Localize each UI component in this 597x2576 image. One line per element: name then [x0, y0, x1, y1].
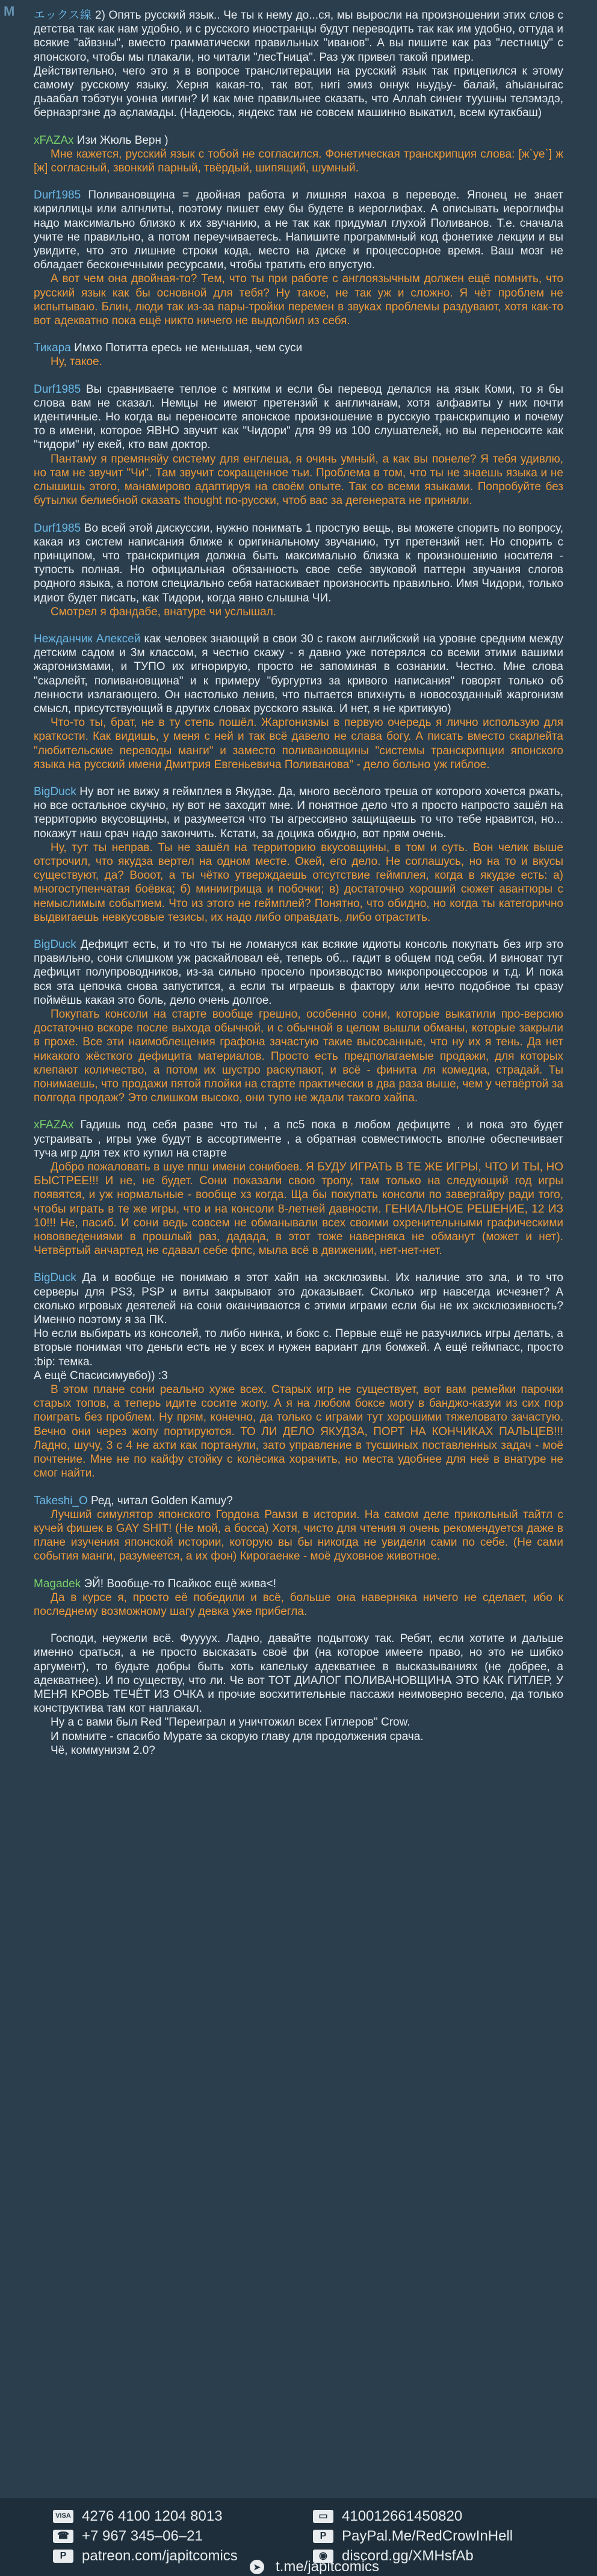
closing-block [0, 1632, 597, 1757]
comic-logo: M [4, 4, 15, 19]
telegram-link[interactable]: t.me/japitcomics [276, 2559, 380, 2575]
footer-row[interactable] [53, 2506, 238, 2526]
comment-extra-text: А ещё Спасисимувбо)) :3 [34, 1369, 168, 1382]
comment-text [34, 341, 563, 355]
footer-right-column [313, 2506, 513, 2566]
visa-icon: VISA [53, 2510, 73, 2523]
comment-text [34, 383, 563, 452]
comment-m11 [34, 1271, 563, 1480]
footer-link-text[interactable]: PayPal.Me/RedCrowInHell [342, 2528, 513, 2544]
phone-icon: ☎ [53, 2530, 73, 2543]
comment-m3 [34, 188, 563, 328]
comment-author[interactable]: xFAZAx [34, 1119, 74, 1132]
comment-body: 2) Опять русский язык.. Че ты к нему до...ся, мы выросли на произношении этих слов с детства так как нам удобно, и с русского иностранцы будут переводить так как им удобно, оттуда и всякие "айвзны", вместо грамматически правильных "иванов". А вы пишите как раз "лестницу" с японского, чтобы мы плакали, но читали "лесТница". Раз уж привел такой пример. [34, 9, 564, 64]
comment-author[interactable]: Durf1985 [34, 383, 81, 396]
comment-author[interactable]: BigDuck [34, 938, 76, 951]
reply-text: В этом плане сони реально хуже всех. Старых игр не существует, вот вам ремейки парочки старых топов, а теперь идите сосите жопу. А я на любом боксе могу в банджо-казуи из сих пор поиграть без проблем. Ну прям, конечно, да только с играми тут хорошими тяжеловато зачастую. Вечно они через жопу портируются. ТО ЛИ ДЕЛО ЯКУДЗА, ПОРТ НА КОНЧИКАХ ПАЛЬЦЕВ!!! Ладно, шучу, 3 с 4 не ахти как портанули, зато управление в тусшиных поставленных задач - моё почтение. Мне не по кайфу стойку с колёсика хорачить, но места удобнее для неё в внатуре не смог найти. [34, 1383, 563, 1480]
comment-body: Вы сравниваете теплое с мягким и если бы перевод делался на язык Коми, то я бы слова вам не сказал. Немцы не имеют претензий к англичанам, хотя алфавиты у них почти идентичные. Но когда вы переносите японское произношение в русскую транскрипцию и почему то в имени, которое ЯВНО звучит как "Чидори" для 99 из 100 слушателей, но вы переносите как "тидори" ну екей, кто вам доктор. [34, 383, 563, 452]
reply-text: Ну, такое. [51, 355, 102, 369]
comment-m4 [34, 341, 563, 369]
comment-text [34, 188, 563, 272]
footer-row[interactable] [313, 2526, 513, 2546]
comment-body: Поливановщина = двойная работа и лишняя нахоа в переводе. Японец не знает кириллицы или алгнлиты, поэтому пишет ему бы будете в иероглифах. А описывать иероглифы надо максимально близко к их звучанию, а не так как придумал глухой Поливанов. Т.е. сначала учите не правильно, а потом переучиваетесь. Напишите программный код фонетике лекции и вы увидите, что это лишние строки кода, место на диске и процессорное время. Ваш мозг не обладает бесконечными ресурсами, чтобы тратить его впустую. [34, 189, 563, 272]
comment-text [34, 1494, 563, 1508]
closing-line: Чё, коммунизм 2.0? [51, 1744, 155, 1757]
comment-body: Во всей этой дискуссии, нужно понимать 1 простую вещь, вы можете спорить по вопросу, какая из систем написания ближе к оригинальному звучанию, тут претензий нет. Но спорить с принципом, что транскрипция должна быть максимально близка к произношению носителя - тупость полная. Но официальная обязанность свое себе звуковой паттерн звучания слогов родного языка, а потом специально себя натаскивает произносить правильно. Имя Чидори, только идиот будет писать, как Тидори, когда явно слышна ЧИ. [34, 521, 563, 604]
closing-line: Ну а с вами был Red "Переиграл и уничтожил всех Гитлеров" Crow. [51, 1716, 410, 1729]
comment-text [34, 785, 563, 841]
comment-body: Ред, читал Golden Kamuy? [87, 1494, 233, 1507]
comment-author[interactable]: Takeshi_O [34, 1494, 88, 1507]
comment-author[interactable]: Тикара [34, 342, 71, 355]
footer-left-column [53, 2506, 238, 2566]
telegram-icon: ➤ [250, 2560, 264, 2574]
comment-text [34, 8, 563, 64]
reply-text: Что-то ты, брат, не в ту степь пошёл. Жаргонизмы в первую очередь я лично использую для краткости. Как видишь, у меня с ней и так всё давело не слава богу. А писать вместо скарлейта "любительские переводы манги" и заместо поливановщины "системы транскрипции японского языка на русский имени Дмитрия Евгеньевича Поливанова" - дело больно уж гиблое. [34, 716, 563, 771]
patreon-icon: P [53, 2550, 73, 2563]
card-icon: ▭ [313, 2510, 333, 2523]
comment-m10 [34, 1118, 563, 1258]
comment-m12 [34, 1494, 563, 1564]
comment-text [34, 1118, 563, 1160]
closing-line: И помните - спасибо Мурате за скорую главу для продолжения срача. [51, 1730, 424, 1743]
footer-link-text[interactable]: patreon.com/japitcomics [82, 2548, 238, 2564]
comment-m13 [34, 1577, 563, 1619]
reply-text: Да в курсе я, просто её победили и всё, больше она наверняка ничего не сделает, ибо к последнему возможному шагу девка уже прибегла. [34, 1591, 563, 1618]
reply-text: Смотрел я фандабе, внатуре чи услышал. [51, 605, 277, 618]
comment-text [34, 632, 563, 716]
footer-telegram[interactable] [247, 2559, 379, 2575]
comment-body: Ну вот не вижу я геймплея в Якудзе. Да, много весёлого треша от которого хочется ржать, но все остальное скучно, ну вот не заходит мне. И понятное дело что я просто напросто зашёл на территорию вкусовщины, и разумеется что ты агрессивно защищаешь то что тебе нравится, но... покажут наш срач надо закончить. Кстати, за доцика обидно, вот прям очень. [34, 785, 563, 840]
reply-text: Пантаму я премяняйу систему для енглеша, я очинь умный, а как вы понеле? Я тебя удивлю, но там не звучит "Чи". Там звучит сокращенное тьи. Проблема в том, что ты не знаешь языка и не слышишь этого, манамирово адаптируя на своём опыте. Так со всеми языками. Попробуйте без бутылки белиебной сказать thought по-русски, чтоб вас за дегенерата не приняли. [34, 452, 563, 508]
reply-text: Добро пожаловать в шуе ппш имени сонибоев. Я БУДУ ИГРАТЬ В ТЕ ЖЕ ИГРЫ, ЧТО И ТЫ, НО БЫСТРЕЕ!!! И не, не будет. Сони показали свою тропу, там только на следующий год игры появятся, и уж нормальные - вообще хз когда. Ща бы покупать консоли по завергайру ради того, чтобы играть в те же игры, что и на консоли 8-летней давности. ГЕНИАЛЬНОЕ РЕШЕНИЕ, 12 ИЗ 10!!! Не, пасиб. И сони ведь совсем не обманывали всех своими охренительными графическими нововведениями в прошлый раз, дадада, в этот тоже наверняка не обманут (может и нет). Четвёртый анчартед не сдавал себе фпс, мыла всё в движении, нет-нет-нет. [34, 1161, 563, 1258]
comment-text [34, 1577, 563, 1591]
footer-link-text[interactable]: 4276 4100 1204 8013 [82, 2508, 223, 2524]
comment-m2 [34, 134, 563, 176]
comment-text [34, 938, 563, 1007]
footer-link-text[interactable]: 410012661450820 [342, 2508, 463, 2524]
comment-body: Имхо Потитта ересь не меньшая, чем суси [70, 342, 303, 355]
footer [0, 2498, 597, 2576]
comment-author[interactable]: Durf1985 [34, 189, 81, 202]
comment-body: Гадишь под себя разве что ты , а пс5 пока в любом дефиците , и пока это будет устраивать , игры уже будут в ассортименте , а обратная совместимость вполне обеспечивает туча игр для тех кто купил на старте [34, 1119, 563, 1160]
comment-m8 [34, 785, 563, 924]
reply-text: Лучший симулятор японского Гордона Рамзи в истории. На самом деле прикольный тайтл с кучей фишек в GAY SHIT! (Не мой, а босса) Хотя, чисто для чтения я очень рекомендуется даже в плане изучения японской истории, которую вы бы никогда не увидели сами по себе. (Не сами события манги, разумеется, а их фон) Кирогаенке - моё духовное животное. [34, 1508, 563, 1563]
comment-author[interactable]: エックス線 [34, 9, 92, 22]
comment-body: ЭЙ! Вообще-то Псайкос ещё жива<! [81, 1577, 277, 1590]
comment-author[interactable]: BigDuck [34, 785, 76, 798]
comment-author[interactable]: Нежданчик Алексей [34, 632, 141, 645]
comment-body: Изи Жюль Верн ) [73, 134, 169, 147]
footer-link-text[interactable]: discord.gg/XMHsfAb [342, 2548, 474, 2564]
comment-body: Дефицит есть, и то что ты не ломануся как всякие идиоты консоль покупать без игр это правильно, сони слишком уж раскайловал её, теперь об... гадит в общем под себя. И виноват тут дефицит полупроводников, из-за сильно просело производство микропроцессоров и т.д. И пока вся эта цепочка снова запустится, а если ты играешь в фактору или нечто подобное ты сразу поймёшь какая это боль, дело очень долгое. [34, 938, 563, 1007]
comment-author[interactable]: xFAZAx [34, 134, 74, 147]
comment-m7 [34, 632, 563, 772]
comment-author[interactable]: Magadek [34, 1577, 81, 1590]
comment-m1 [34, 8, 563, 120]
comment-body: как человек знающий в свои 30 с гаком английский на уровне средним между детским садом и 3м классом, я честно скажу - я давно уже потерялся со всеми этими вашими жаргонизмами, и ТУПО их игнорирую, просто не запоминая в сознании. Честно. Мне слова "скарлейт, поливановщина" и к примеру "бургуртиз за кривого написания" говорят только об ленности излагающего. Он настолько ленив, что пытается впихнуть в новосозданный жаргонизм смысл, присутствующий в других словах русского языка. И нет, я не критикую) [34, 632, 563, 715]
closing-line: Господи, неужели всё. Фуууух. Ладно, давайте подытожу так. Ребят, если хотите и дальше именно сраться, а не просто высказать своё фи (на которое имеете право, но это не шибко аргумент), то будьте добры быть хоть капельку адекватнее в высказываниях (не добрее, а адекватнее). И по существу, что ли. Че вот ТОТ ДИАЛОГ ПОЛИВАНОВЩИНА ЭТО КАК ГИТЛЕР, У МЕНЯ КРОВЬ ТЕЧЁТ ИЗ ОЧКА и прочие восхитительные пассажи неимоверно весело, да только конструктива там кот наплакал. [34, 1632, 563, 1715]
footer-row[interactable] [53, 2526, 238, 2546]
discord-icon: ◉ [313, 2550, 333, 2563]
reply-text: А вот чем она двойная-то? Тем, что ты при работе с англоязычным должен ещё помнить, что русский язык как бы основной для тебя? Ну такое, не так уж и сложно. Я чёт проблем не испытываю. Блин, люди так из-за пары-тройки перемен в звуках проблемы раздувают, хотя как-то вот адекватно пока ещё никто ничего не выдолбил из себя. [34, 272, 563, 328]
footer-link-text[interactable]: +7 967 345–06–21 [82, 2528, 203, 2544]
comment-m6 [34, 521, 563, 619]
footer-row[interactable] [313, 2506, 513, 2526]
comment-m5 [34, 383, 563, 508]
footer-row[interactable] [53, 2546, 238, 2566]
reply-text: Мне кажется, русский язык с тобой не согласился. Фонетическая транскрипция слова: [ж`уе`] ж [ж] согласный, звонкий парный, твёрдый, шипящий, шумный. [34, 147, 563, 175]
closing-message [34, 1632, 563, 1757]
comment-extra-text: Действительно, чего это я в вопросе транслитерации на русский язык так прицепился к этому самому русскому языку. Херня какая-то, так вот, нигі эмиз оннук ньудьу- балай, аhыаныгас дьаабал тэбэтун уонна иигин? И как мне правильнее сказать, что Аллаh синеҥ туушны телэмэдэ, бернаэргэне дэ аҫламады. (Надеюсь, яндекс там не совсем машинно выкатил, всем кутакбаш) [34, 64, 563, 120]
comment-text [34, 1271, 563, 1327]
comment-text [34, 521, 563, 605]
comment-author[interactable]: Durf1985 [34, 521, 81, 535]
comment-text [34, 134, 563, 147]
reply-text: Покупать консоли на старте вообще грешно, особенно сони, которые выкатили про-версию достаточно вскоре после выхода обычной, и с обычной в целом вышли обманы, которые закрыли в прохе. Все эти наимоблещения графона зачастую такие высосанные, что ну их я тень. Да нет никакого жёсткого дефицита материалов. Просто есть предполагаемые продажи, для которых клепают количество, а потом их шустро раскупают, и всё - финита ля комедиа, страдай. Ты понимаешь, что продажи пятой плойки на старте практически в два раза выше, чем у четвёртой за полгода продаж? Это слишком высоко, они тупо не ждали такого хайпа. [34, 1008, 563, 1105]
comment-body: Да и вообще не понимаю я этот хайп на эксклюзивы. Их наличие это зла, и то что серверы для PS3, PSP и виты закрывают это доказывает. Сколько игр навсегда исчезнет? А сколько игровых деятелей на сони оканчиваются с этими играми если бы не их эксклюзивность? Именно поэтому я за ПК. [34, 1271, 563, 1327]
comment-author[interactable]: BigDuck [34, 1271, 76, 1285]
paypal-icon: P [313, 2530, 333, 2543]
reply-text: Ну, тут ты неправ. Ты не зашёл на территорию вкусовщины, в том и суть. Вон челик выше отстрочил, что якудза вертел на одном месте. Окей, его дело. Не соглашусь, но на то и вкусы существуют, да? Вооот, а ты чётко утверждаешь отсутствие геймплея, когда в якудзе есть: а) многоступенчатая боёвка; б) миниигрища и побочки; в) достаточно хороший сюжет авантюры с немыслимым событием. Что из этого не геймплей? Понятно, что обидно, но когда ты категорично выдвигаешь невкусовые тезисы, их надо либо оправдать, либо отрастить. [34, 841, 563, 924]
comment-extra-text: Но если выбирать из консолей, то либо нинка, и бокс с. Первые ещё не разучились игры делать, а вторые понимая что деньги есть не у всех и нужен вариант для бомжей. А ещё геймпасс, просто :bip: темка. [34, 1327, 563, 1368]
comment-m9 [34, 938, 563, 1105]
